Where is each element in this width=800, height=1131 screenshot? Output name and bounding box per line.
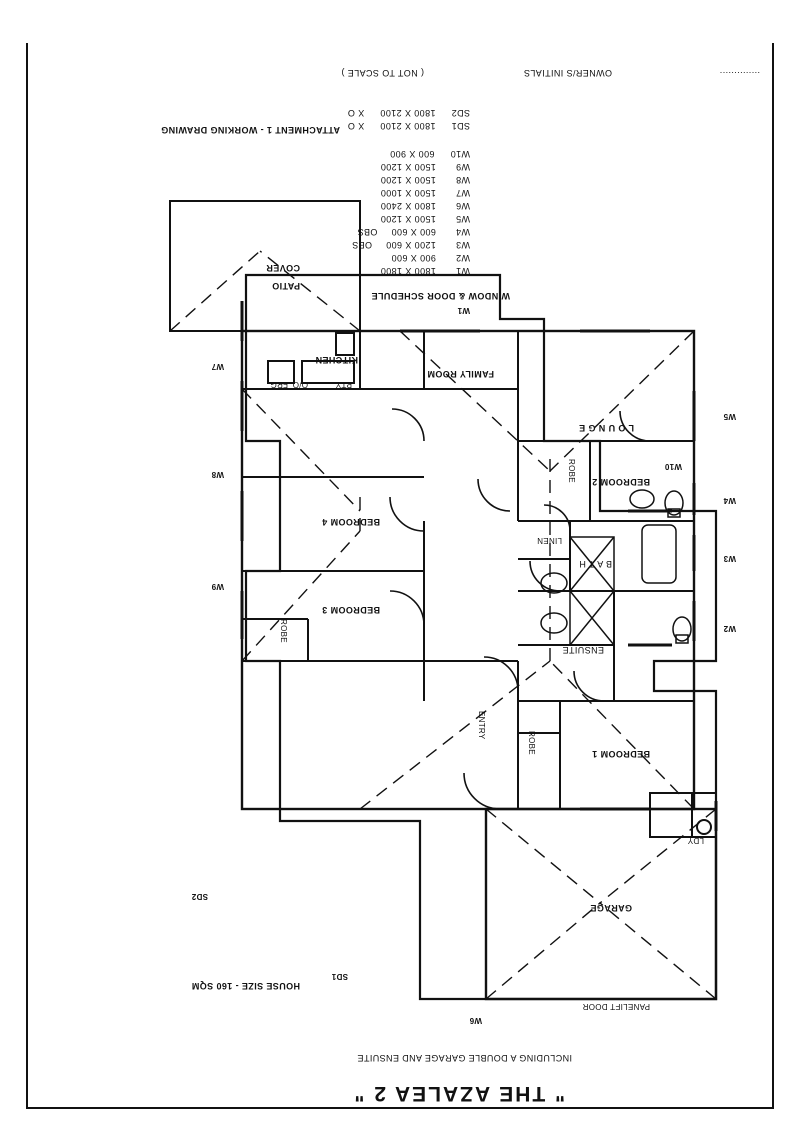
schedule-code: W5 [455, 214, 470, 224]
room-label-robe-3: ROBE [279, 619, 288, 643]
schedule-note: OBS [357, 227, 378, 237]
attachment-note: ATTACHMENT 1 - WORKING DRAWING [160, 125, 340, 135]
room-label-robe-2: ROBE [567, 459, 576, 483]
room-label-lounge: L O U N G E [578, 423, 634, 433]
room-label-laundry: LDY [687, 836, 704, 845]
window-tag-w6: W6 [469, 1016, 482, 1025]
room-label-panelift-door: PANELIFT DOOR [582, 1002, 650, 1011]
room-label-linen: LINEN [536, 536, 562, 545]
schedule-code: SD2 [451, 108, 470, 118]
room-label-bedroom-4: BEDROOM 4 [321, 517, 380, 527]
house-size-label: HOUSE SIZE - 160 SQM [191, 981, 300, 991]
schedule-size: 1800 X 2100 [380, 108, 436, 118]
window-tag-w8: W8 [211, 470, 224, 479]
schedule-code: W3 [455, 240, 470, 250]
room-label-ensuite: ENSUITE [562, 645, 604, 655]
room-label-fridge: FRG [270, 380, 288, 389]
room-label-robe-1: ROBE [527, 731, 536, 755]
window-tag-w3: W3 [723, 554, 736, 563]
schedule-code: W2 [455, 253, 470, 263]
room-label-bedroom-2: BEDROOM 2 [591, 477, 650, 487]
room-label-patio-cover: COVER [265, 263, 300, 273]
schedule-note: OBS [351, 240, 373, 250]
schedule-code: SD1 [451, 121, 470, 131]
schedule-size: 1500 X 1000 [380, 188, 436, 198]
schedule-size: 1800 X 2100 [380, 121, 436, 131]
schedule-code: W9 [455, 162, 470, 172]
schedule-size: 1500 X 1200 [380, 175, 436, 185]
plan-subtitle: INCLUDING A DOUBLE GARAGE AND ENSUITE [357, 1053, 572, 1063]
plan-title: " THE AZALEA 2 " [352, 1082, 565, 1105]
window-tag-w4: W4 [723, 496, 736, 505]
schedule-size: 600 X 600 [391, 227, 436, 237]
room-label-entry: ENTRY [477, 711, 486, 740]
schedule-size: 1200 X 600 [385, 240, 436, 250]
schedule-size: 1800 X 2400 [380, 201, 436, 211]
room-label-garage: GARAGE [590, 903, 632, 913]
schedule-note: X O [347, 121, 365, 131]
window-tag-w1: W1 [457, 306, 470, 315]
door-tag-sd1: SD1 [331, 972, 348, 981]
schedule-size: 1800 X 1800 [380, 266, 436, 276]
schedule-code: W6 [455, 201, 470, 211]
schedule-title: WINDOW & DOOR SCHEDULE [371, 291, 510, 301]
schedule-size: 1500 X 1200 [380, 162, 436, 172]
window-tag-w7: W7 [211, 362, 224, 371]
window-tag-w5: W5 [723, 412, 736, 421]
room-label-bedroom-1: BEDROOM 1 [591, 749, 650, 759]
window-tag-w9: W9 [211, 582, 224, 591]
room-label-pantry: PTY [335, 380, 352, 389]
not-to-scale-label: ( NOT TO SCALE ) [341, 68, 424, 78]
schedule-code: W10 [450, 149, 470, 159]
room-label-family-room: FAMILY ROOM [427, 369, 494, 379]
schedule-note: X O [347, 108, 365, 118]
schedule-code: W8 [455, 175, 470, 185]
window-tag-w2: W2 [723, 624, 736, 633]
schedule-size: 1500 X 1200 [380, 214, 436, 224]
owners-initials-dots: .............. [719, 70, 760, 80]
schedule-code: W1 [455, 266, 470, 276]
owners-initials-label: OWNER/S INITIALS [523, 68, 612, 78]
schedule-code: W7 [455, 188, 470, 198]
window-tag-w10: W10 [664, 462, 682, 471]
schedule-size: 600 X 900 [389, 149, 435, 159]
room-label-oven: O/O [292, 380, 308, 389]
room-label-bath: B A T H [579, 559, 612, 569]
schedule-size: 900 X 600 [391, 253, 436, 263]
schedule-code: W4 [455, 227, 470, 237]
room-label-patio: PATIO [271, 281, 300, 291]
room-label-kitchen: KITCHEN [315, 355, 358, 365]
door-tag-sd2: SD2 [191, 892, 208, 901]
room-label-bedroom-3: BEDROOM 3 [321, 605, 380, 615]
